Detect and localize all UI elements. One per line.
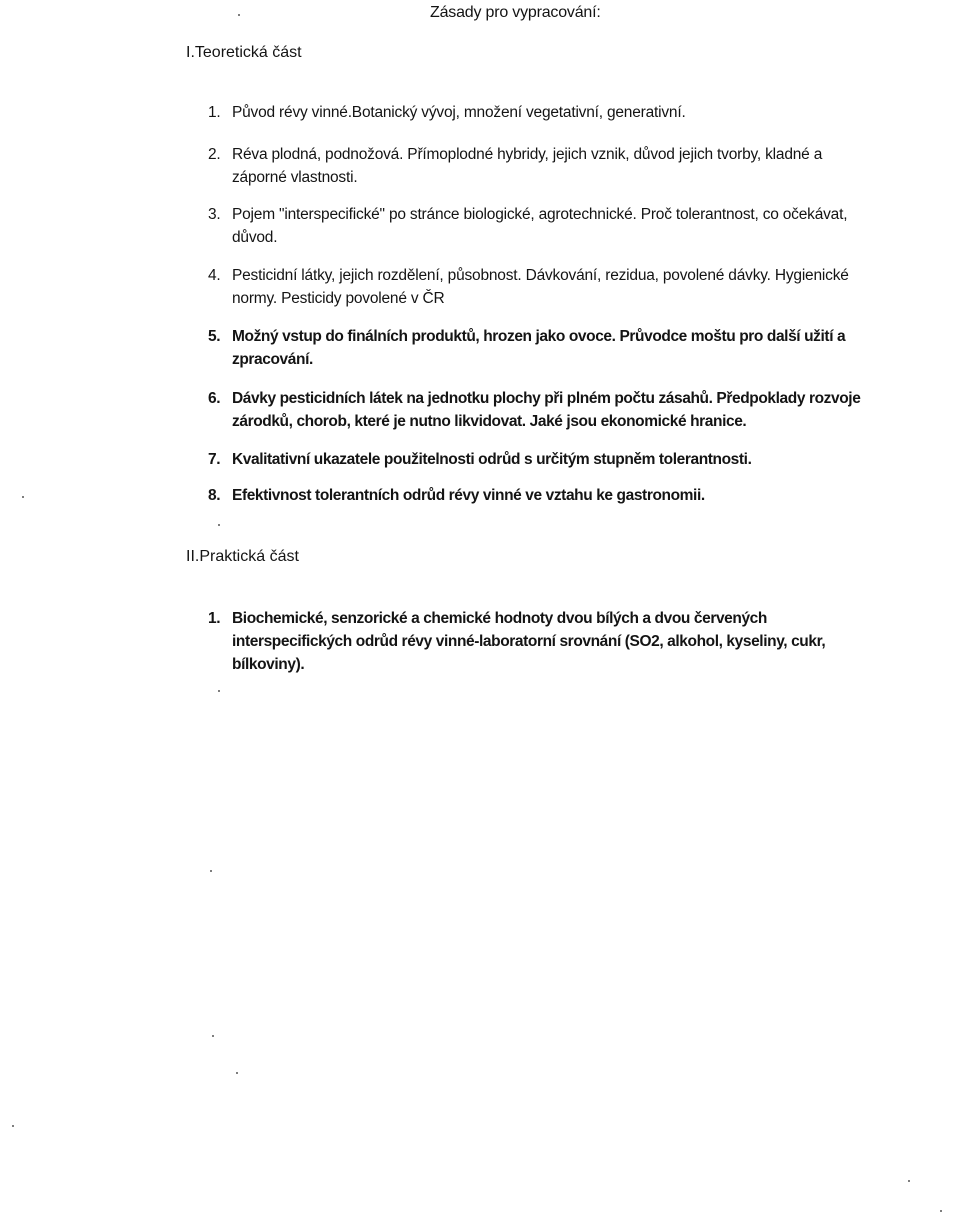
item-text: Pesticidní látky, jejich rozdělení, působnost. Dávkování, rezidua, povolené dávky. Hygienické normy. Pesticidy povolené v ČR bbox=[232, 267, 849, 307]
item-number: 1. bbox=[208, 104, 221, 121]
scan-speck bbox=[908, 1180, 910, 1182]
item-number: 8. bbox=[208, 487, 221, 504]
list-item bbox=[208, 101, 868, 124]
item-text: Biochemické, senzorické a chemické hodnoty dvou bílých a dvou červených interspecifických odrůd révy vinné-laboratorní srovnání (SO2, alkohol, kyseliny, cukr, bílkoviny). bbox=[232, 610, 826, 673]
item-text: Pojem "interspecifické" po stránce biologické, agrotechnické. Proč tolerantnost, co očekávat, důvod. bbox=[232, 206, 848, 246]
item-text: Původ révy vinné.Botanický vývoj, množení vegetativní, generativní. bbox=[232, 104, 686, 121]
list-item bbox=[208, 387, 868, 433]
scan-speck bbox=[212, 1035, 214, 1037]
list-item bbox=[208, 484, 868, 507]
list-item bbox=[208, 264, 868, 310]
scan-speck bbox=[940, 1210, 942, 1212]
item-text: Dávky pesticidních látek na jednotku plochy při plném počtu zásahů. Předpoklady rozvoje zárodků, chorob, které je nutno likvidovat. Jaké jsou ekonomické hranice. bbox=[232, 390, 861, 430]
scan-speck bbox=[236, 1072, 238, 1074]
list-item bbox=[208, 325, 868, 371]
section-heading-practice: II.Praktická část bbox=[186, 548, 299, 565]
item-number: 6. bbox=[208, 390, 221, 407]
document-title: Zásady pro vypracování: bbox=[430, 4, 601, 21]
item-number: 4. bbox=[208, 267, 221, 284]
list-item bbox=[208, 143, 868, 189]
scan-speck bbox=[218, 690, 220, 692]
item-text: Efektivnost tolerantních odrůd révy vinné ve vztahu ke gastronomii. bbox=[232, 487, 705, 504]
item-number: 3. bbox=[208, 206, 221, 223]
item-text: Možný vstup do finálních produktů, hrozen jako ovoce. Průvodce moštu pro další užití a zpracování. bbox=[232, 328, 846, 368]
scan-speck bbox=[12, 1125, 14, 1127]
scan-speck bbox=[22, 496, 24, 498]
item-number: 2. bbox=[208, 146, 221, 163]
item-number: 5. bbox=[208, 328, 221, 345]
item-text: Kvalitativní ukazatele použitelnosti odrůd s určitým stupněm tolerantnosti. bbox=[232, 451, 752, 468]
list-item bbox=[208, 448, 868, 471]
item-number: 1. bbox=[208, 610, 221, 627]
scan-speck bbox=[210, 870, 212, 872]
scan-speck bbox=[238, 14, 240, 16]
list-item bbox=[208, 607, 868, 676]
item-number: 7. bbox=[208, 451, 221, 468]
item-text: Réva plodná, podnožová. Přímoplodné hybridy, jejich vznik, důvod jejich tvorby, kladné a záporné vlastnosti. bbox=[232, 146, 823, 186]
section-heading-theory: I.Teoretická část bbox=[186, 44, 302, 61]
list-item bbox=[208, 203, 868, 249]
scan-speck bbox=[218, 524, 220, 526]
